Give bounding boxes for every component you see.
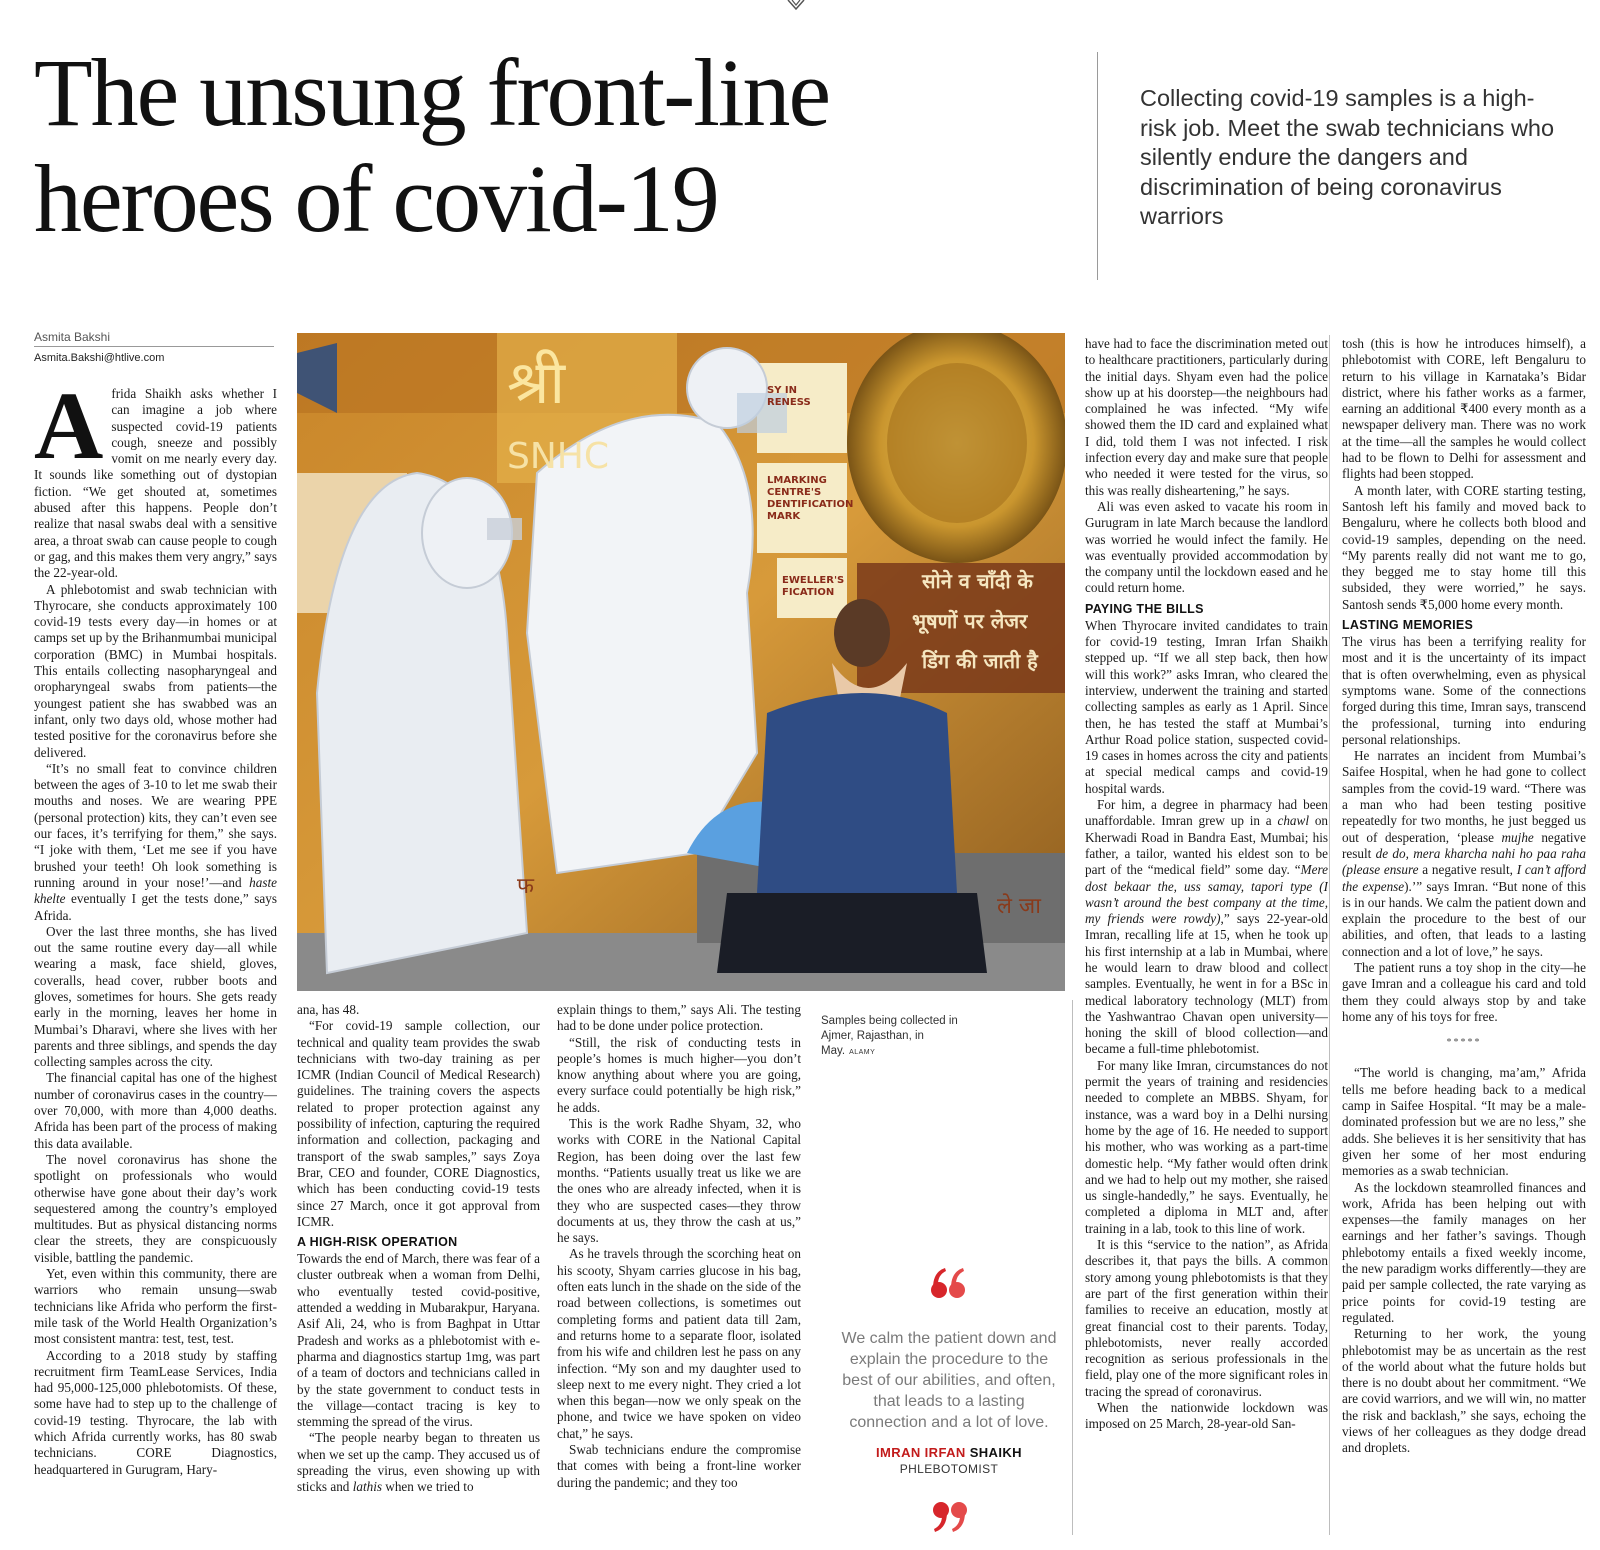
article-paragraph: A month later, with CORE starting testing, Santosh left his family and moved back to Bengaluru, where he collects both blood and covid-19 samples, depending on the need. “My parents really did not want me to go, they begged me to stay home till this subsided, they were worried,” he says. Santosh sends ₹5,000 home every month. — [1342, 482, 1586, 612]
article-paragraph: It is this “service to the nation”, as Afrida describes it, that pays the bills. A common story among young phlebotomists is that they are part of the first generation within their families to receive an education, mostly at great financial cost to their parents. Today, phlebotomists, never really accorded recognition as serious professionals in the field, play one of the more significant roles in tracing the spread of coronavirus. — [1085, 1237, 1328, 1399]
sign-text: फ — [517, 874, 534, 899]
column-divider — [1072, 1000, 1073, 1535]
column-divider — [1329, 335, 1330, 1535]
pull-quote — [836, 1266, 1062, 1538]
sign-text: SNHC — [507, 436, 609, 477]
article-paragraph: Over the last three months, she has lived out the same routine every day—all while wearing a mask, face shield, gloves, coveralls, head cover, rubber boots and gloves, sometimes for hours. She gets ready early in the morning, leaves her home in Mumbai’s Dharavi, where she lives with her parents and three siblings, and spends the day collecting samples across the city. — [34, 923, 277, 1070]
article-column-1 — [34, 386, 277, 1538]
close-quote-icon — [929, 1498, 969, 1534]
article-paragraph: This is the work Radhe Shyam, 32, who works with CORE in the National Capital Region, has been doing over the last few months. “Patients usually treat us like we are the ones who are already infected, when it is they who are suspected cases—they throw documents at us, they throw the cash at us,” he says. — [557, 1116, 801, 1246]
byline-author: Asmita Bakshi — [34, 330, 111, 344]
article-paragraph: For him, a degree in pharmacy had been unaffordable. Imran grew up in a chawl on Kherwadi Road in Bandra East, Mumbai; his father, a tailor, wanted his eldest son to be part of the “medical field” some day. “Mere dost bekaar the, uss samay, tapori type (I wasn’t around the best company at the time, my friends were rowdy),” says 22-year-old Imran, recalling life at 15, when he took up his first internship at a lab in Mumbai, where he would learn to draw blood and collect samples. Eventually, he went in for a BSc in medical laboratory technology (MLT) from the Yashwantrao Chavan open university—honing the skill of blood collection—and became a full-time phlebotomist. — [1085, 797, 1328, 1057]
article-paragraph: As the lockdown steamrolled finances and work, Afrida has been helping out with expenses—the family manages on her earnings and her father’s savings. Though phlebotomy entails a fixed weekly income, the new paradigm works differently—they are paid per sample collected, the rate varying as price points for covid-19 testing are regulated. — [1342, 1179, 1586, 1325]
headline — [34, 40, 1054, 252]
pull-quote-attribution: IMRAN IRFAN SHAIKH — [876, 1445, 1022, 1460]
article-paragraph: ana, has 48. — [297, 1002, 360, 1017]
sign-text: सोने व चाँदी के — [922, 569, 1033, 593]
article-paragraph: Towards the end of March, there was fear of a cluster outbreak when a woman from Delhi, who eventually tested covid-positive, attended a wedding in Mubarakpur, Haryana. Asif Ali, 24, who is from Baghpat in Uttar Pradesh and works as a phlebotomist with e-pharma and diagnostics startup 1mg, was part of a team of doctors and technicians called in by the state government to conduct tests in the village—contact tracing is key to stemming the spread of the virus. — [297, 1251, 540, 1430]
photo-illustration — [297, 333, 1065, 991]
article-paragraph: A phlebotomist and swab technician with Thyrocare, she conducts approximately 100 covid-19 tests every day—in homes or at camps set up by the Brihanmumbai municipal corporation (BMC) in Mumbai hospitals. This entails collecting nasopharyngeal and oropharyngeal swabs from patients—the youngest patient she has swabbed was an infant, only two days old, whose mother had tested positive for the coronavirus before she delivered. — [34, 581, 277, 760]
article-paragraph: For many like Imran, circumstances do not permit the years of training and residencies needed to complete an MBBS. Shyam, for instance, was a ward boy in a Delhi nursing home by the age of 16. He needed to support his mother, who was working as a part-time domestic help. “My father would often drink and we had to help out my mother, she raised us single-handedly,” he says. Eventually, he completed a diploma in MLT and, after training in a lab, took to this line of work. — [1085, 1057, 1328, 1236]
article-paragraph: tosh (this is how he introduces himself), a phlebotomist with CORE, left Bengaluru to return to his village in Karnataka’s Bidar district, where his father works as a farmer, earning an additional ₹400 every month as a newspaper delivery man. There was no work at the time—all the samples he would collect had to be flown to Delhi for assessment and flights had been stopped. — [1342, 336, 1586, 482]
sign-text: श्री — [507, 348, 566, 418]
sign-text: SY IN RENESS — [767, 385, 811, 408]
sign-text: LMARKING CENTRE'S DENTIFICATION MARK — [767, 475, 854, 522]
byline-email: Asmita.Bakshi@htlive.com — [34, 352, 165, 364]
article-paragraph: According to a 2018 study by staffing recruitment firm TeamLease Services, India had 95,000-125,000 phlebotomists. Of these, some have had to step up to the challenge of covid-19 testing. Thyrocare, the lab with which Afrida currently works, has 80 swab technicians. CORE Diagnostics, headquartered in Gurugram, Hary- — [34, 1347, 277, 1477]
patient-trousers — [717, 893, 987, 973]
drop-cap: A — [34, 386, 104, 479]
article-column-5 — [1342, 336, 1586, 1538]
article-paragraph: “It’s no small feat to convince children between the ages of 3-10 to let me swab their mouths and noses. We are wearing PPE (personal protection) kits, they can’t even see our faces, it’s terrifying for them,” she says. “I joke with them, ‘Let me see if you have brushed your teeth! Oh look something is running around in your nose!’—and haste khelte eventually I get the tests done,” says Afrida. — [34, 760, 277, 923]
diamond-marker-icon — [786, 0, 806, 12]
article-paragraph: The patient runs a toy shop in the city—he gave Imran and a colleague his card and told them they could always stop by and take home any of his toys for free. — [1342, 959, 1586, 1024]
article-paragraph: Afrida Shaikh asks whether I can imagine a job where suspected covid-19 patients cough, sneeze and possibly vomit on me nearly every day. It sounds like something out of dystopian fiction. “We get shouted at, sometimes abused after this happens. People don’t realize that nasal swabs deal with a sensitive area, a throat swab can cause people to cough or gag, and this makes them very angry,” says the 22-year-old. — [34, 386, 277, 581]
article-paragraph: “The people nearby began to threaten us when we set up the camp. They accused us of spreading the virus, even showing up with sticks and lathis when we tried to — [297, 1430, 540, 1495]
patient-shirt — [757, 693, 957, 893]
photo-caption: Samples being collected in Ajmer, Rajasthan, in May. ALAMY — [821, 1015, 958, 1057]
pull-quote-role: PHLEBOTOMIST — [899, 1462, 999, 1476]
article-paragraph: As he travels through the scorching heat on his scooty, Shyam carries glucose in his bag, often eats lunch in the shade on the side of the road between collections, is sometimes out completing forms and patient data till 2am, and returns home to a separate floor, isolated from his wife and children lest he pass on any infection. “My son and my daughter used to sleep next to me every night. They cried a lot when this began—now we only speak on the phone, and twice we have spoken on video chat,” he says. — [557, 1246, 801, 1441]
article-photo — [297, 333, 1065, 991]
article-paragraph: Swab technicians endure the compromise that comes with being a front-line worker during the pandemic; and they too — [557, 1442, 801, 1490]
section-heading: LASTING MEMORIES — [1342, 618, 1474, 633]
pull-quote-text: We calm the patient down and explain the procedure to the best of our abilities, and often, that leads to a lasting connection and a lot of love. — [841, 1330, 1057, 1431]
standfirst: Collecting covid-19 samples is a high-risk job. Meet the swab technicians who silently endure the dangers and discrimination of being coronavirus warriors — [1140, 85, 1555, 229]
headline-divider — [1097, 52, 1098, 280]
article-paragraph: The financial capital has one of the highest number of coronavirus cases in the country—over 70,000, with more than 4,000 deaths. Afrida has been part of the process of making this data available. — [34, 1070, 277, 1151]
article-column-3 — [557, 1002, 801, 1538]
sign-text: ले जा — [997, 894, 1041, 919]
article-paragraph: Returning to her work, the young phlebotomist may be as uncertain as the rest of the world about what the future holds but there is no doubt about her commitment. “We are covid warriors, and we will win, no matter the risk and backlash,” she says, echoing the views of her colleagues as they dodge dread and droplets. — [1342, 1326, 1586, 1456]
article-paragraph: The novel coronavirus has shone the spotlight on professionals who would otherwise have gone about their day’s work sequestered among the country’s employed multitudes. But as physical distancing norms clear the streets, they are conspicuously visible, battling the pandemic. — [34, 1151, 277, 1265]
article-column-4 — [1085, 336, 1328, 1538]
patient-head — [834, 599, 890, 667]
section-heading: A HIGH-RISK OPERATION — [297, 1235, 458, 1250]
sign-text: डिंग की जाती है — [922, 649, 1038, 673]
article-paragraph: The virus has been a terrifying reality for most and it is the uncertainty of its impact that is often overwhelming, even as physical symptoms wane. Some of the connections forged during this time, Imran says, transcend the professional, turning into enduring personal relationships. — [1342, 634, 1586, 747]
sign-text: EWELLER'S FICATION — [782, 575, 845, 598]
sign-text: भूषणों पर लेजर — [912, 609, 1028, 633]
headline-line-1: The unsung front-line — [34, 39, 830, 146]
byline-divider — [34, 346, 274, 347]
article-column-2 — [297, 1002, 540, 1538]
article-paragraph: Yet, even within this community, there are warriors who remain unsung—swab technicians like Afrida who perform the first-mile task of the World Health Organization’s most consistent mantra: test, test, test. — [34, 1266, 277, 1347]
article-paragraph: Ali was even asked to vacate his room in Gurugram in late March because the landlord was worried he would infect the family. He was eventually provided accommodation by the company until the lockdown eased and he could return home. — [1085, 498, 1328, 596]
article-paragraph: explain things to them,” says Ali. The testing had to be done under police protection. — [557, 1002, 801, 1034]
article-paragraph: have had to face the discrimination meted out to healthcare practitioners, particularly during the initial days. Shyam even had the police show up at his doorstep—the neighbours had complained he was infected. “My wife showed them the ID card and explained what I did, told them I was not infected. I risk infection every day and make sure that people who needed it were tested for the virus, so this was really disheartening,” he says. — [1085, 336, 1328, 498]
article-paragraph: “The world is changing, ma’am,” Afrida tells me before heading back to a medical camp in Saifee Hospital. “It may be a male-dominated profession but we are no less,” she adds. She believes it is her sensitivity that has given her some of her most enduring memories as a swab technician. — [1342, 1065, 1586, 1179]
photo-credit: ALAMY — [849, 1049, 876, 1056]
article-paragraph: He narrates an incident from Mumbai’s Saifee Hospital, when he had gone to collect samples from the covid-19 ward. “There was a man who had been testing positive repeatedly for two months, he just begged us out of desperation, ‘please mujhe negative result de do, mera kharcha nahi ho paa raha (please ensure a negative result, I can’t afford the expense).’” says Imran. “But none of this is in our hands. We calm the patient down and explain the procedure to the best of our abilities, and often, that leads to a lasting connection and a lot of love,” he says. — [1342, 748, 1586, 959]
section-break-stars: ***** — [1446, 1037, 1482, 1049]
article-paragraph: When the nationwide lockdown was imposed on 25 March, 28-year-old San- — [1085, 1400, 1328, 1432]
section-heading: PAYING THE BILLS — [1085, 601, 1204, 616]
article-paragraph: When Thyrocare invited candidates to train for covid-19 testing, Imran Irfan Shaikh stepped up. “If we all step back, then how will this work?” asks Imran, who cleared the interview, underwent the training and started collecting samples as early as 1 April. Since then, he has tested the staff at Mumbai’s Arthur Road police station, suspected covid-19 cases in homes across the city and patients at special medical camps and covid-19 hospital wards. — [1085, 617, 1328, 796]
article-paragraph: “For covid-19 sample collection, our technical and quality team provides the swab technicians with two-day training as per ICMR (Indian Council of Medical Research) guidelines. The training covers the aspects related to proper protection against any possibility of infection, capturing the required information and collection, packaging and transport of the swab samples,” says Zoya Brar, CEO and founder, CORE Diagnostics, which has been conducting covid-19 tests since 27 March, once it got approval from ICMR. — [297, 1018, 540, 1229]
article-paragraph: “Still, the risk of conducting tests in people’s homes is much higher—you don’t know anything about where you are going, every surface could potentially be high risk,” he adds. — [557, 1034, 801, 1115]
headline-line-2: heroes of covid-19 — [34, 145, 718, 252]
open-quote-icon — [929, 1266, 969, 1302]
technician-ppe-suit — [527, 415, 757, 873]
